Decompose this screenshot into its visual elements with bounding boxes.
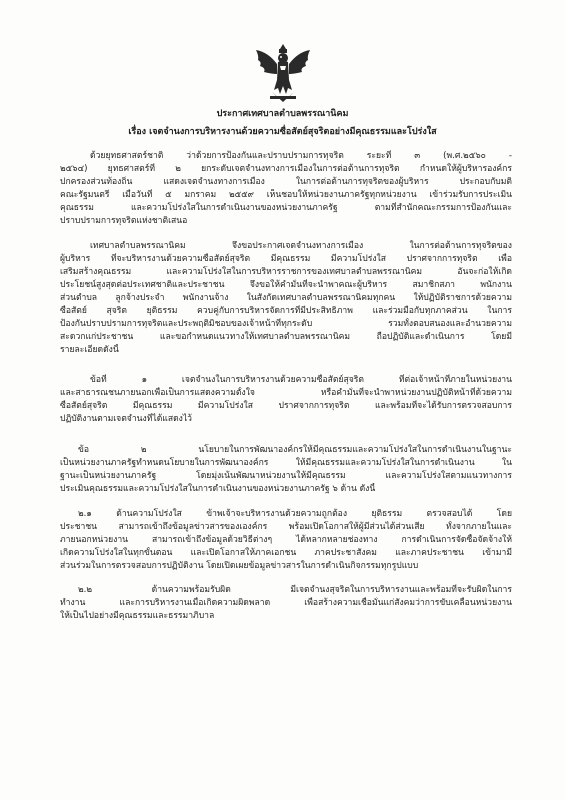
text-line: เสริมสร้างคุณธรรม และความโปร่งใสในการบริหารราชการของเทศบาลตำบลพรรณานิคม อันจะก่อให้เกิด bbox=[60, 267, 512, 277]
text-line: ด้วยยุทธศาสตร์ชาติ ว่าด้วยการป้องกันและปราบปรามการทุจริต ระยะที่ ๓ (พ.ศ.๒๕๖๐ - bbox=[90, 151, 512, 161]
text-line: ๒.๑ ด้านความโปร่งใส ข้าพเจ้าจะบริหารงานด้วยความถูกต้อง ยุติธรรม ตรวจสอบได้ โดย bbox=[78, 509, 512, 519]
text-line: ข้อที่ ๑ เจตจำนงในการบริหารงานด้วยความซื่อสัตย์สุจริต ที่ต่อเจ้าหน้าที่ภายในหน่วยงาน bbox=[90, 375, 512, 385]
text-line: เทศบาลตำบลพรรณานิคม จึงขอประกาศเจตจำนงทางการเมือง ในการต่อต้านการทุจริตของ bbox=[90, 241, 512, 251]
text-line: เกิดความโปร่งใสในทุกขั้นตอน และเปิดโอกาสให้ภาคเอกชน ภาคประชาสังคม และภาคประชาชน เข้ามามี bbox=[60, 548, 512, 558]
garuda-emblem-icon bbox=[250, 40, 316, 106]
announcement-title: ประกาศเทศบาลตำบลพรรณานิคม bbox=[216, 109, 349, 119]
text-line: ประชาชน สามารถเข้าถึงข้อมูลข่าวสารของเองค์กร พร้อมเปิดโอกาสให้ผู้มีส่วนได้ส่วนเสีย ทั้งจากภายในและ bbox=[60, 522, 512, 532]
text-line: ๒.๒ ด้านความพร้อมรับผิด มีเจตจำนงสุจริตในการบริหารงานและพร้อมที่จะรับผิดในการ bbox=[78, 585, 512, 595]
text-line: สะดวกแก่ประชาชน และขอกำหนดแนวทางให้เทศบาลตำบลพรรณานิคม ถือปฏิบัติและดำเนินการ โดยมี bbox=[60, 332, 512, 342]
text-line: ปกครองส่วนท้องถิ่น แสดงเจตจำนงทางการเมือง ในการต่อต้านการทุจริตของผู้บริหาร ประกอบกับมติ bbox=[60, 177, 512, 187]
text-line: ผู้บริหาร ที่จะบริหารงานด้วยความซื่อสัตย์สุจริต มีคุณธรรม มีความโปร่งใส ปราศจากการทุจริต เพื่อ bbox=[60, 254, 512, 264]
paragraph-strategy bbox=[60, 150, 512, 228]
text-line: คณะรัฐมนตรี เมื่อวันที่ ๕ มกราคม ๒๕๕๙ เห็นชอบให้หน่วยงานภาครัฐทุกหน่วยงาน เข้าร่วมรับการประเมิน bbox=[60, 190, 512, 200]
text-line: ทำงาน และการบริหารงานเมื่อเกิดความผิดพลาด เพื่อสร้างความเชื่อมั่นแก่สังคมว่าการขับเคลื่อนหน่วยงาน bbox=[60, 598, 512, 608]
text-line: ประเมินคุณธรรมและความโปร่งใสในการดำเนินงานของหน่วยงานภาครัฐ ๖ ด้าน ดังนี้ bbox=[60, 484, 376, 494]
text-line: ให้เป็นไปอย่างมีคุณธรรมและธรรมาภิบาล bbox=[60, 611, 215, 621]
text-line: ภายนอกหน่วยงาน สามารถเข้าถึงข้อมูลด้วยวิธีต่างๆ ได้หลากหลายช่องทาง การดำเนินการจัดซื้อจัดจ้างให้ bbox=[60, 535, 512, 545]
text-line: ซื่อสัตย์สุจริต มีคุณธรรม มีความโปร่งใส ปราศจากการทุจริต และพร้อมที่จะได้รับการตรวจสอบการ bbox=[60, 401, 512, 411]
text-line: ซื่อสัตย์ สุจริต ยุติธรรม ควบคู่กับการบริหารจัดการที่มีประสิทธิภาพ และร่วมมือกับทุกภาคส่วน ในการ bbox=[60, 306, 512, 316]
clause-2-1-transparency bbox=[60, 508, 512, 573]
clause-1 bbox=[60, 374, 512, 426]
text-line: คุณธรรม และความโปร่งใสในการดำเนินงานของหน่วยงานภาครัฐ ตามที่สำนักคณะกรรมการป้องกันและ bbox=[60, 203, 512, 213]
text-line: เป็นหน่วยงานภาครัฐทำหนดนโยบายในการพัฒนาองค์กร ให้มีคุณธรรมและความโปร่งใสในการดำเนินงาน ใน bbox=[60, 458, 512, 468]
text-line: ฐานะเป็นหน่วยงานภาครัฐ โดยมุ่งเน้นพัฒนาหน่วยงานให้มีคุณธรรม และความโปร่งใสตามแนวทางการ bbox=[60, 471, 512, 481]
text-line: ส่วนตำบล ลูกจ้างประจำ พนักงานจ้าง ในสังกัดเทศบาลตำบลพรรณานิคมทุกคน ให้ปฏิบัติราชการด้วยความ bbox=[60, 293, 512, 303]
clause-2 bbox=[60, 444, 512, 496]
text-line: ป้องกันปราบปรามการทุจริตและประพฤติมิชอบของเจ้าหน้าที่ทุกระดับ รวมทั้งตอบสนองและอำนวยความ bbox=[60, 319, 512, 329]
text-line: ประโยชน์สูงสุดต่อประเทศชาติและประชาชน จึงขอให้คำมั่นที่จะนำพาคณะผู้บริหาร สมาชิกสภา พนักงาน bbox=[60, 280, 512, 290]
paragraph-declaration bbox=[60, 240, 512, 357]
text-line: ปฏิบัติงานตามเจตจำนงที่ได้แสดงไว้ bbox=[60, 414, 192, 424]
text-line: และสาธารณชนภายนอกเพื่อเป็นการแสดงความตั้งใจ หรือคำมั่นที่จะนำพาหน่วยงานปฏิบัติหน้าที่ด้วยความ bbox=[60, 388, 512, 398]
text-line: รายละเอียดดังนี้ bbox=[60, 345, 119, 355]
announcement-subject: เรื่อง เจตจำนงการบริหารงานด้วยความซื่อสัตย์สุจริตอย่างมีคุณธรรมและโปร่งใส bbox=[128, 127, 437, 137]
text-line: ข้อ ๒ นโยบายในการพัฒนาองค์กรให้มีคุณธรรมและความโปร่งใสในการดำเนินงานในฐานะ bbox=[78, 445, 512, 455]
text-line: ปราบปรามการทุจริตแห่งชาติเสนอ bbox=[60, 216, 188, 226]
text-line: ๒๕๖๔) ยุทธศาสตร์ที่ ๒ ยกระดับเจตจำนงทางการเมืองในการต่อต้านการทุจริต กำหนดให้ผู้บริหารองค์กร bbox=[60, 164, 512, 174]
clause-2-2-accountability bbox=[60, 584, 512, 623]
text-line: ส่วนร่วมในการตรวจสอบการปฏิบัติงาน โดยเปิดเผยข้อมูลข่าวสารในการดำเนินกิจกรรมทุกรูปแบบ bbox=[60, 561, 419, 571]
